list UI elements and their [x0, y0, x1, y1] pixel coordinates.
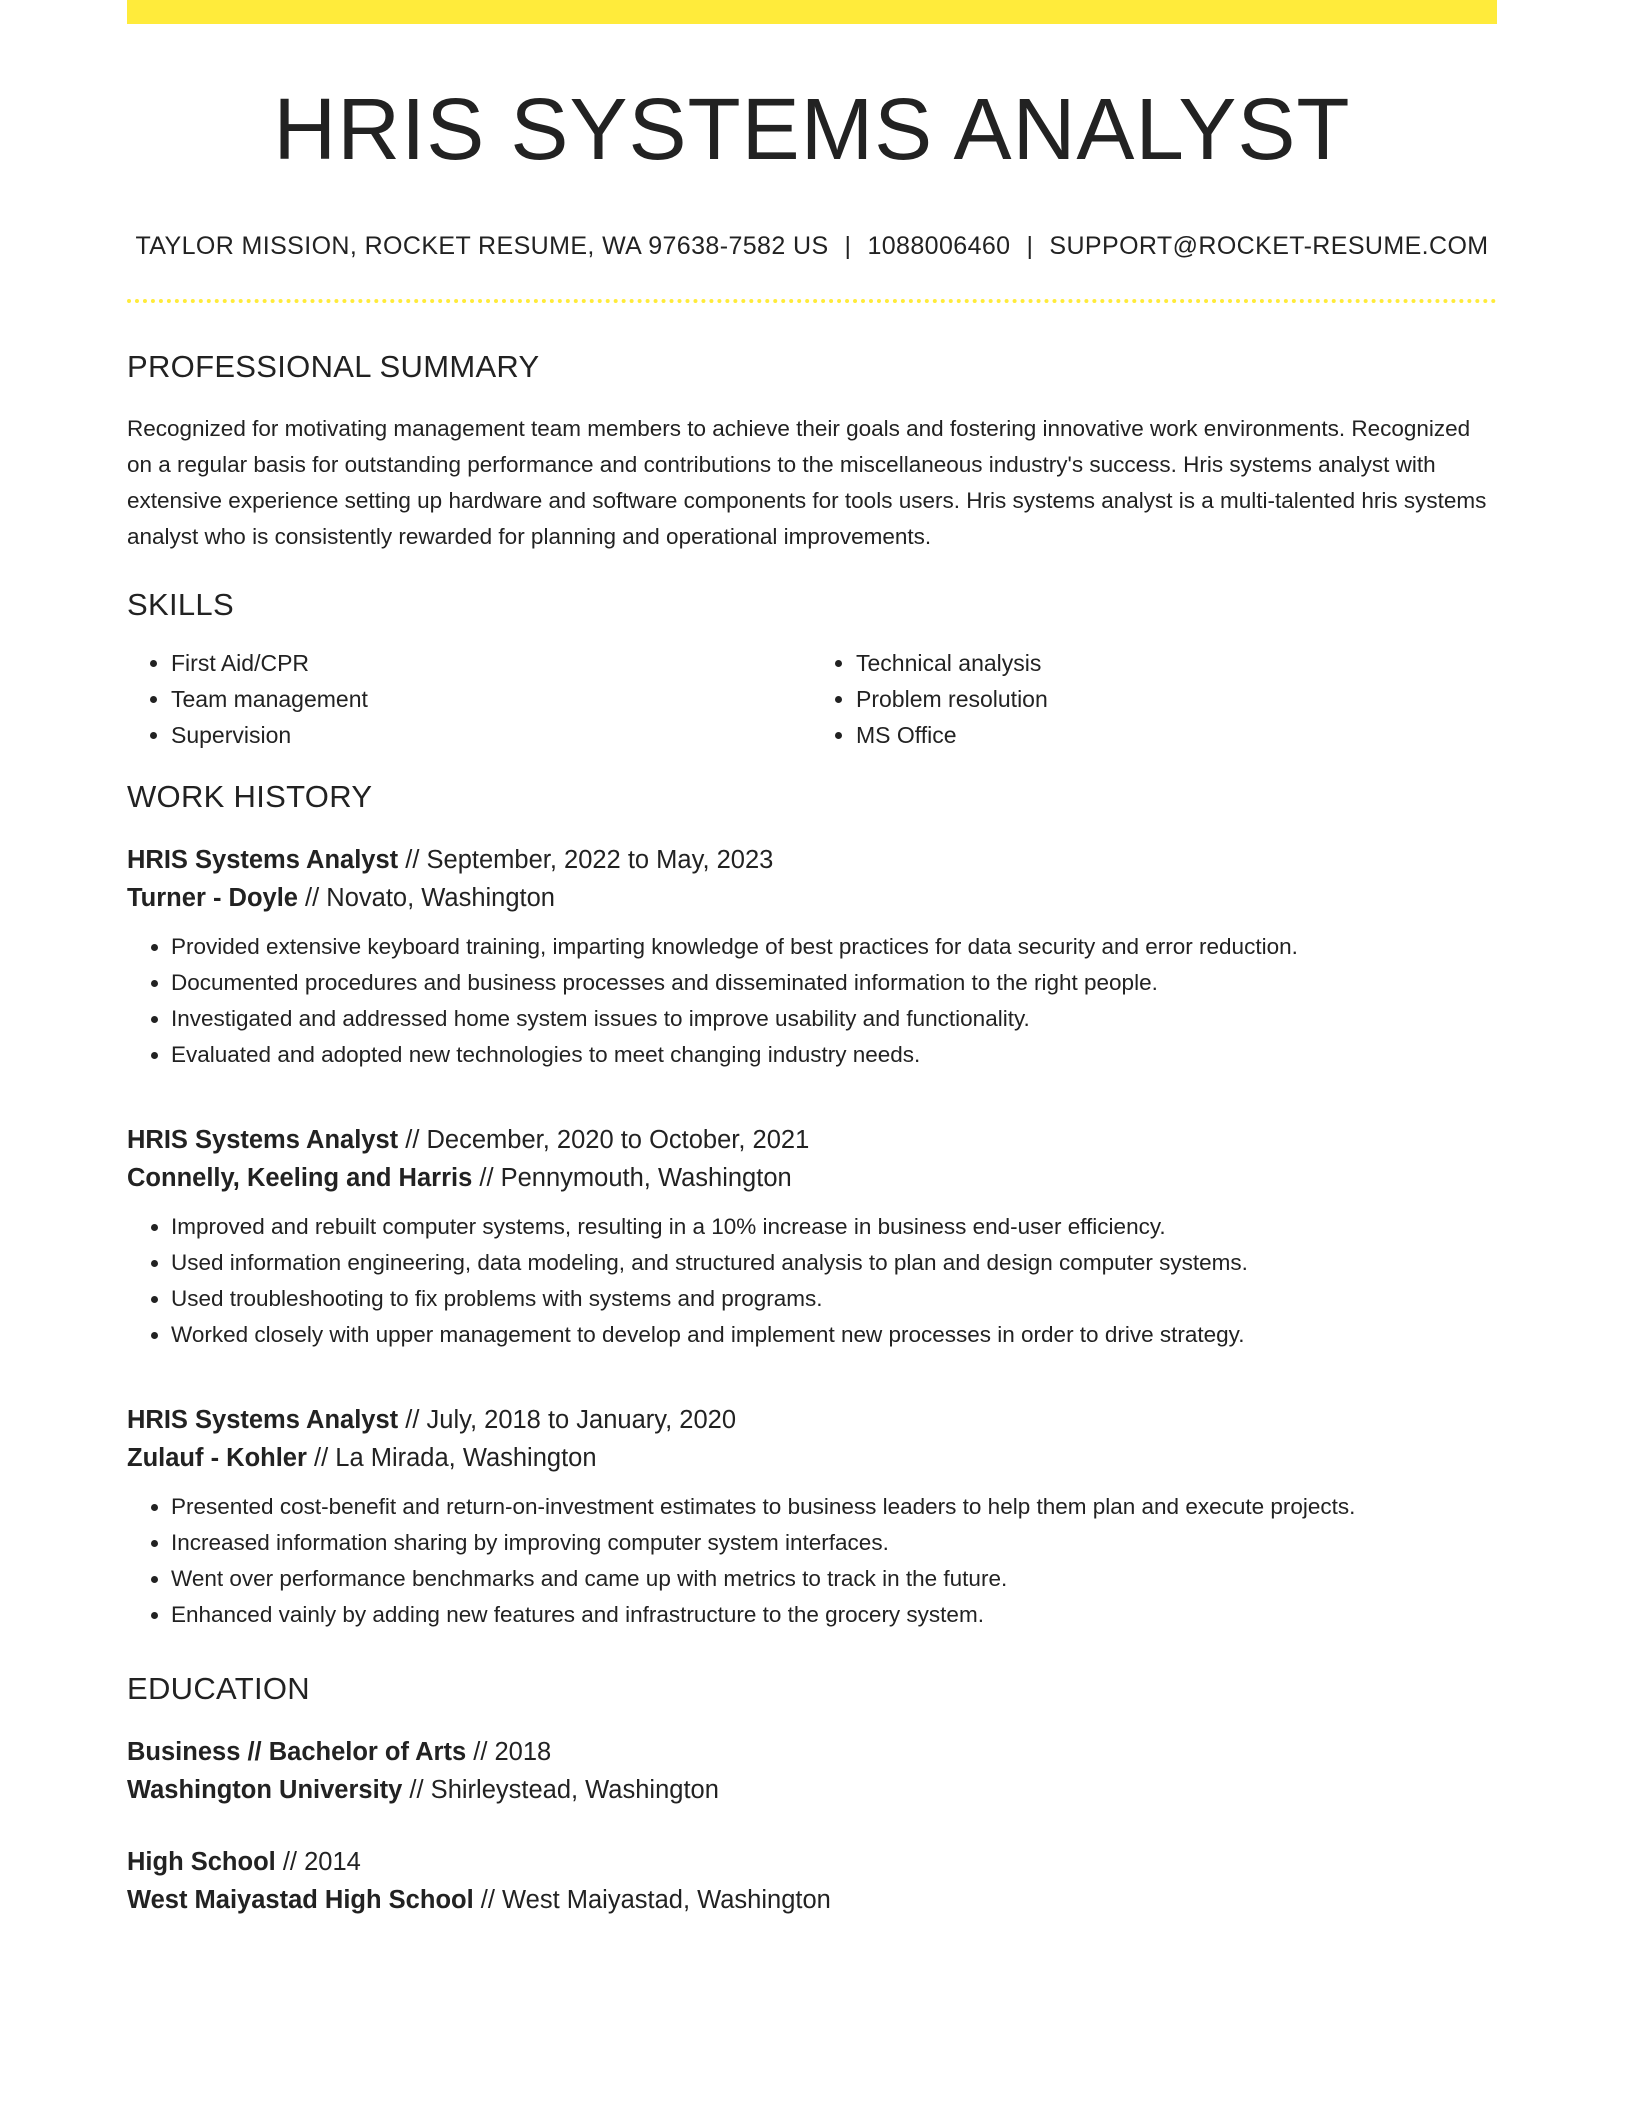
job-company-line	[127, 1159, 1497, 1197]
contact-phone: 1088006460	[867, 231, 1011, 260]
resume-title: HRIS SYSTEMS ANALYST	[273, 81, 1351, 178]
education-year: // 2018	[466, 1737, 552, 1766]
job-bullet: • Presented cost-benefit and return-on-investment estimates to business leaders to help them plan and execute projects.	[171, 1489, 1497, 1525]
education-year: // 2014	[275, 1847, 361, 1876]
job-location: // La Mirada, Washington	[306, 1443, 597, 1472]
contact-email: SUPPORT@ROCKET-RESUME.COM	[1049, 231, 1489, 260]
education-degree-line	[127, 1843, 1497, 1881]
skill-item: • First Aid/CPR	[171, 645, 812, 681]
education-degree: Business // Bachelor of Arts	[127, 1737, 467, 1766]
job-role-line	[127, 1401, 1497, 1439]
contact-address: TAYLOR MISSION, ROCKET RESUME, WA 97638-7582 US	[135, 231, 829, 260]
contact-separator: |	[844, 231, 852, 260]
job-bullet: • Used information engineering, data modeling, and structured analysis to plan and design computer systems.	[171, 1245, 1497, 1281]
summary-text: Recognized for motivating management team members to achieve their goals and fostering innovative work environments. Recognized on a regular basis for outstanding performance and contributions to the miscellaneous industry's success. Hris systems analyst with extensive experience setting up hardware and software components for tools users. Hris systems analyst is a multi-talented hris systems analyst who is consistently rewarded for planning and operational improvements.	[127, 415, 1487, 549]
job-bullet: • Used troubleshooting to fix problems with systems and programs.	[171, 1281, 1497, 1317]
job-role-line	[127, 841, 1497, 879]
skill-item: • Supervision	[171, 717, 812, 753]
education-school: West Maiyastad High School	[127, 1885, 474, 1914]
job-bullet: • Investigated and addressed home system issues to improve usability and functionality.	[171, 1001, 1497, 1037]
job-company: Zulauf - Kohler	[127, 1443, 307, 1472]
skills-column-left	[127, 645, 812, 753]
job-bullets	[127, 1489, 1497, 1633]
job-bullet: • Evaluated and adopted new technologies to meet changing industry needs.	[171, 1037, 1497, 1073]
job-bullets	[127, 929, 1497, 1073]
education-school-line	[127, 1771, 1497, 1809]
job-bullet: • Worked closely with upper management to develop and implement new processes in order to drive strategy.	[171, 1317, 1497, 1353]
job-entry	[127, 1401, 1497, 1633]
job-bullet: • Provided extensive keyboard training, imparting knowledge of best practices for data security and error reduction.	[171, 929, 1497, 965]
skill-item: • MS Office	[856, 717, 1497, 753]
contact-separator: |	[1026, 231, 1034, 260]
accent-bar	[127, 0, 1497, 24]
skill-item: • Problem resolution	[856, 681, 1497, 717]
job-bullet: • Improved and rebuilt computer systems, resulting in a 10% increase in business end-user efficiency.	[171, 1209, 1497, 1245]
job-bullets	[127, 1209, 1497, 1353]
job-bullet: • Increased information sharing by improving computer system interfaces.	[171, 1525, 1497, 1561]
skills-list	[127, 645, 1497, 753]
education-entry	[127, 1843, 1497, 1919]
skill-item: • Team management	[171, 681, 812, 717]
job-entry	[127, 1121, 1497, 1353]
education-entry	[127, 1733, 1497, 1809]
education-school: Washington University	[127, 1775, 403, 1804]
job-company-line	[127, 1439, 1497, 1477]
job-role: HRIS Systems Analyst	[127, 1405, 399, 1434]
job-location: // Pennymouth, Washington	[472, 1163, 792, 1192]
section-title-work-history: WORK HISTORY	[127, 778, 373, 814]
job-dates: // December, 2020 to October, 2021	[398, 1125, 810, 1154]
education-school-line	[127, 1881, 1497, 1919]
job-role-line	[127, 1121, 1497, 1159]
education-degree-line	[127, 1733, 1497, 1771]
job-company: Turner - Doyle	[127, 883, 298, 912]
job-entry	[127, 841, 1497, 1073]
dotted-divider	[127, 299, 1497, 303]
job-role: HRIS Systems Analyst	[127, 845, 399, 874]
job-bullet: • Went over performance benchmarks and came up with metrics to track in the future.	[171, 1561, 1497, 1597]
education-location: // West Maiyastad, Washington	[473, 1885, 831, 1914]
skills-column-right	[812, 645, 1497, 753]
job-role: HRIS Systems Analyst	[127, 1125, 399, 1154]
section-title-skills: SKILLS	[127, 586, 234, 622]
job-location: // Novato, Washington	[297, 883, 555, 912]
education-degree: High School	[127, 1847, 276, 1876]
section-title-education: EDUCATION	[127, 1670, 310, 1706]
job-company-line	[127, 879, 1497, 917]
education-location: // Shirleystead, Washington	[402, 1775, 719, 1804]
resume-page	[127, 0, 1497, 1919]
job-company: Connelly, Keeling and Harris	[127, 1163, 473, 1192]
job-dates: // September, 2022 to May, 2023	[398, 845, 774, 874]
job-bullet: • Documented procedures and business processes and disseminated information to the right people.	[171, 965, 1497, 1001]
skill-item: • Technical analysis	[856, 645, 1497, 681]
contact-line	[127, 232, 1497, 261]
job-bullet: • Enhanced vainly by adding new features and infrastructure to the grocery system.	[171, 1597, 1497, 1633]
job-dates: // July, 2018 to January, 2020	[398, 1405, 737, 1434]
section-title-summary: PROFESSIONAL SUMMARY	[127, 348, 540, 384]
